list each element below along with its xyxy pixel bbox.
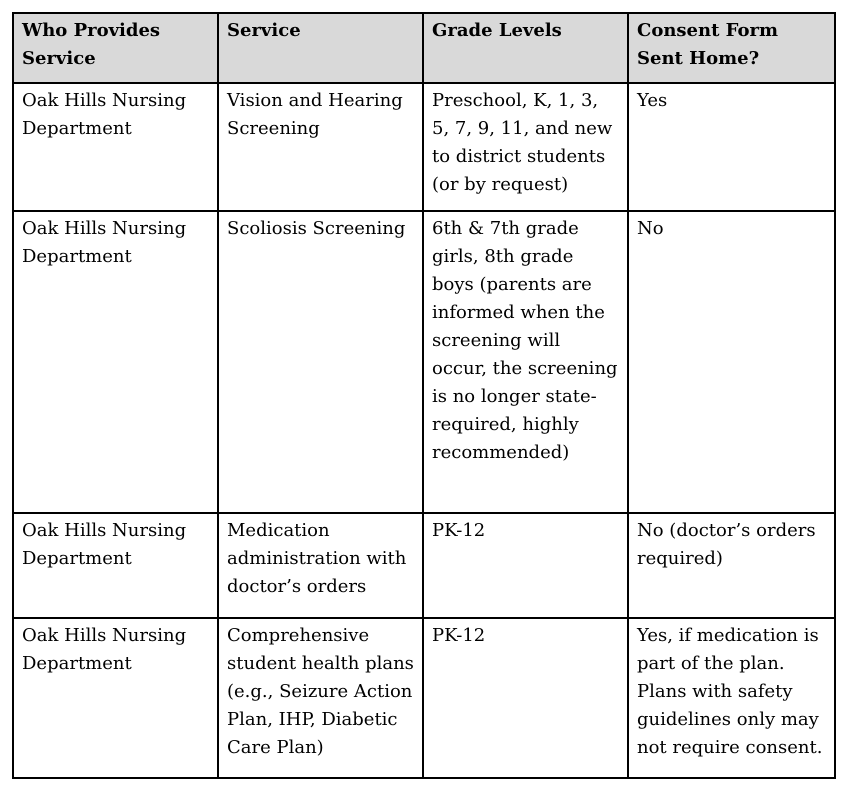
- grade-levels-cell: PK-12: [423, 618, 628, 778]
- health-services-table: [12, 12, 836, 779]
- consent-cell: Yes: [628, 83, 835, 211]
- table-header-row: [13, 13, 835, 83]
- table-row: [13, 513, 835, 618]
- consent-cell: No: [628, 211, 835, 513]
- header-service: Service: [218, 13, 423, 83]
- table-row: [13, 618, 835, 778]
- service-cell: Vision and Hearing Screening: [218, 83, 423, 211]
- grade-levels-cell: PK-12: [423, 513, 628, 618]
- grade-levels-cell: Preschool, K, 1, 3, 5, 7, 9, 11, and new to district students (or by request): [423, 83, 628, 211]
- consent-cell: No (doctor’s orders required): [628, 513, 835, 618]
- header-consent-form: Consent Form Sent Home?: [628, 13, 835, 83]
- table-row: [13, 211, 835, 513]
- service-cell: Medication administration with doctor’s orders: [218, 513, 423, 618]
- header-who-provides-service: Who Provides Service: [13, 13, 218, 83]
- provider-cell: Oak Hills Nursing Department: [13, 83, 218, 211]
- service-cell: Scoliosis Screening: [218, 211, 423, 513]
- provider-cell: Oak Hills Nursing Department: [13, 211, 218, 513]
- consent-cell: Yes, if medication is part of the plan. Plans with safety guidelines only may not require consent.: [628, 618, 835, 778]
- table-row: [13, 83, 835, 211]
- service-cell: Comprehensive student health plans (e.g., Seizure Action Plan, IHP, Diabetic Care Plan): [218, 618, 423, 778]
- grade-levels-cell: 6th & 7th grade girls, 8th grade boys (parents are informed when the screening will occur, the screening is no longer state-required, highly recommended): [423, 211, 628, 513]
- provider-cell: Oak Hills Nursing Department: [13, 513, 218, 618]
- provider-cell: Oak Hills Nursing Department: [13, 618, 218, 778]
- header-grade-levels: Grade Levels: [423, 13, 628, 83]
